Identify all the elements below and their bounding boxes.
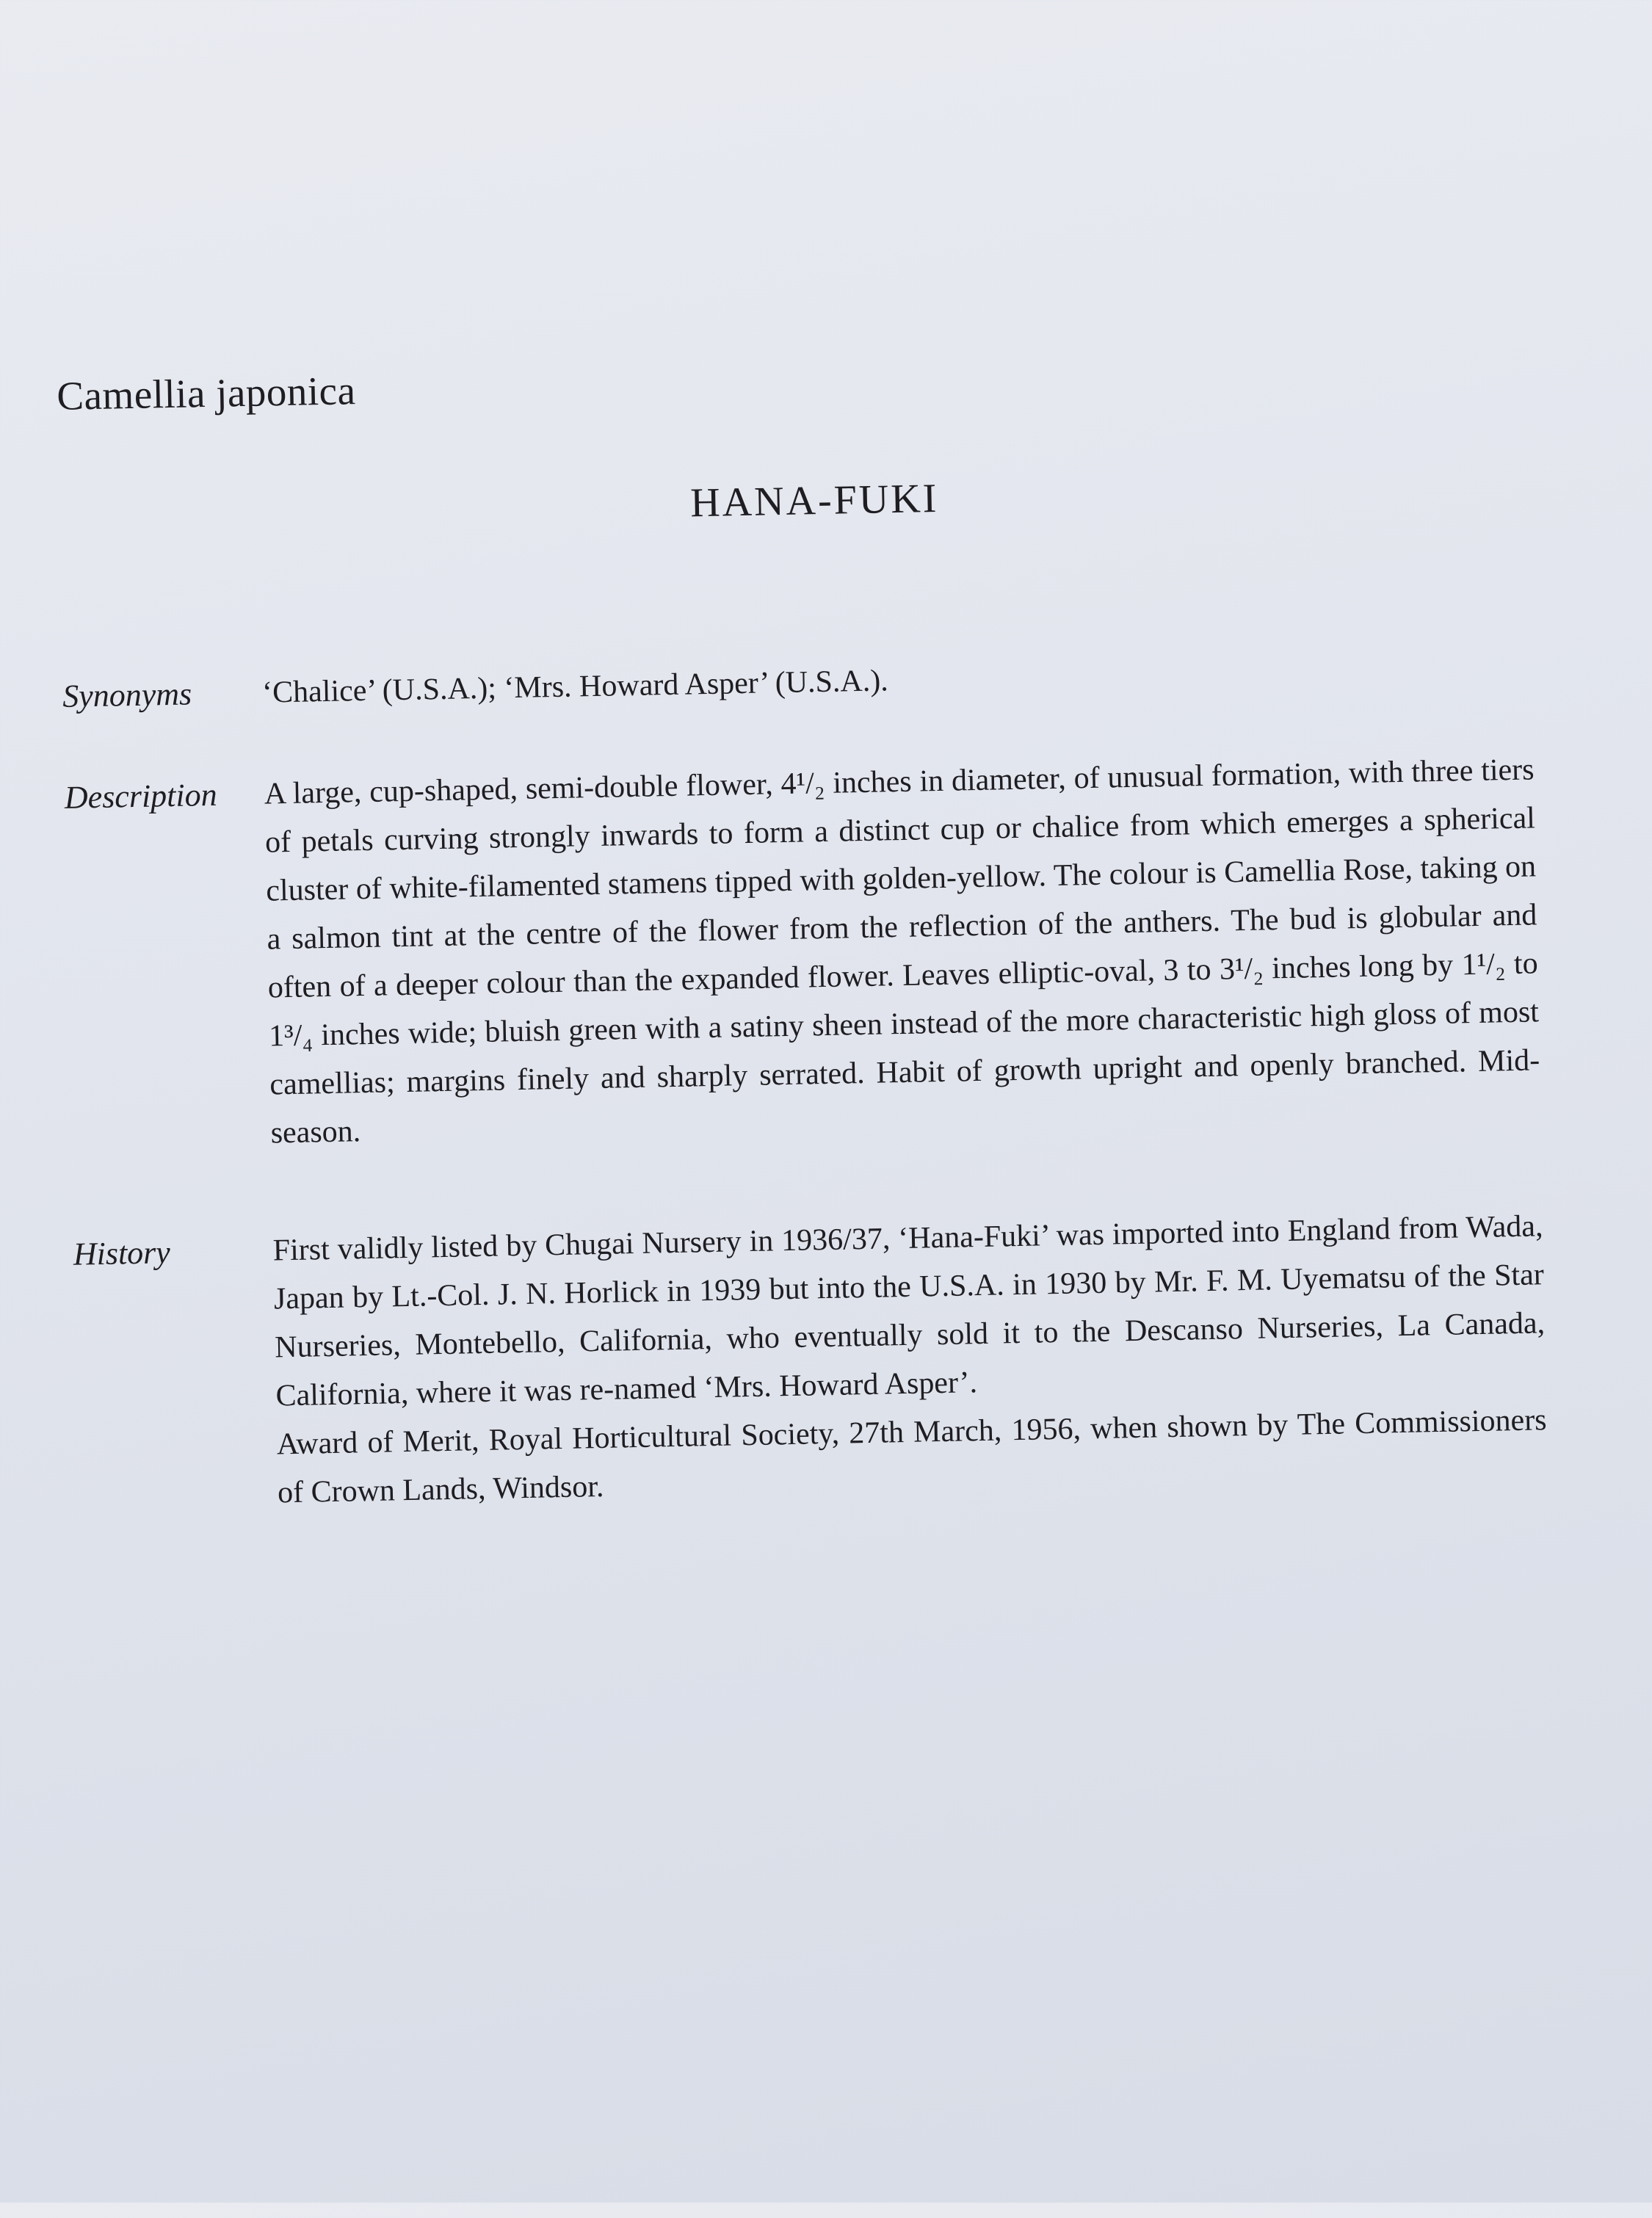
history-label: History (73, 1234, 171, 1272)
history-paragraph: First validly listed by Chugai Nursery in 1936/37, ‘Hana-Fuki’ was imported into England from Wada, Japan by Lt.-Col. J. N. Horlick in 1939 but into the U.S.A. in 1930 by Mr. F. M. Uyematsu of the Star Nurseries, Montebello, California, who eventually sold it to the Descanso Nurseries, La Canada, California, where it was re-named ‘Mrs. Howard Asper’. (272, 1209, 1546, 1413)
synonyms-text: ‘Chalice’ (U.S.A.); ‘Mrs. Howard Asper’ (U.S.A.). (261, 664, 889, 710)
synonyms-section (62, 644, 1553, 714)
page-title: HANA-FUKI (689, 475, 939, 526)
synonyms-label: Synonyms (62, 675, 192, 714)
description-label: Description (64, 776, 218, 816)
award-paragraph: Award of Merit, Royal Horticultural Society, 27th March, 1956, when shown by The Commissioners of Crown Lands, Windsor. (276, 1403, 1547, 1510)
history-body (272, 1202, 1548, 1517)
description-section (64, 745, 1554, 1150)
history-section (73, 1202, 1563, 1510)
species-name: Camellia japonica (56, 368, 356, 418)
description-text: A large, cup-shaped, semi-double flower, 4¹/₂ inches in diameter, of unusual formation, with three tiers of petals curving strongly inwards to form a distinct cup or chalice from which emerges a spherical cluster of white-filamented stamens tipped with golden-yellow. The colour is Camellia Rose, taking on a salmon tint at the centre of the flower from the reflection of the anthers. The bud is globular and often of a deeper colour than the expanded flower. Leaves elliptic-oval, 3 to 3¹/₂ inches long by 1¹/₂ to 1³/₄ inches wide; bluish green with a satiny sheen instead of the more characteristic high gloss of most camellias; margins finely and sharply serrated. Habit of growth upright and openly branched. Mid-season. (264, 753, 1540, 1150)
